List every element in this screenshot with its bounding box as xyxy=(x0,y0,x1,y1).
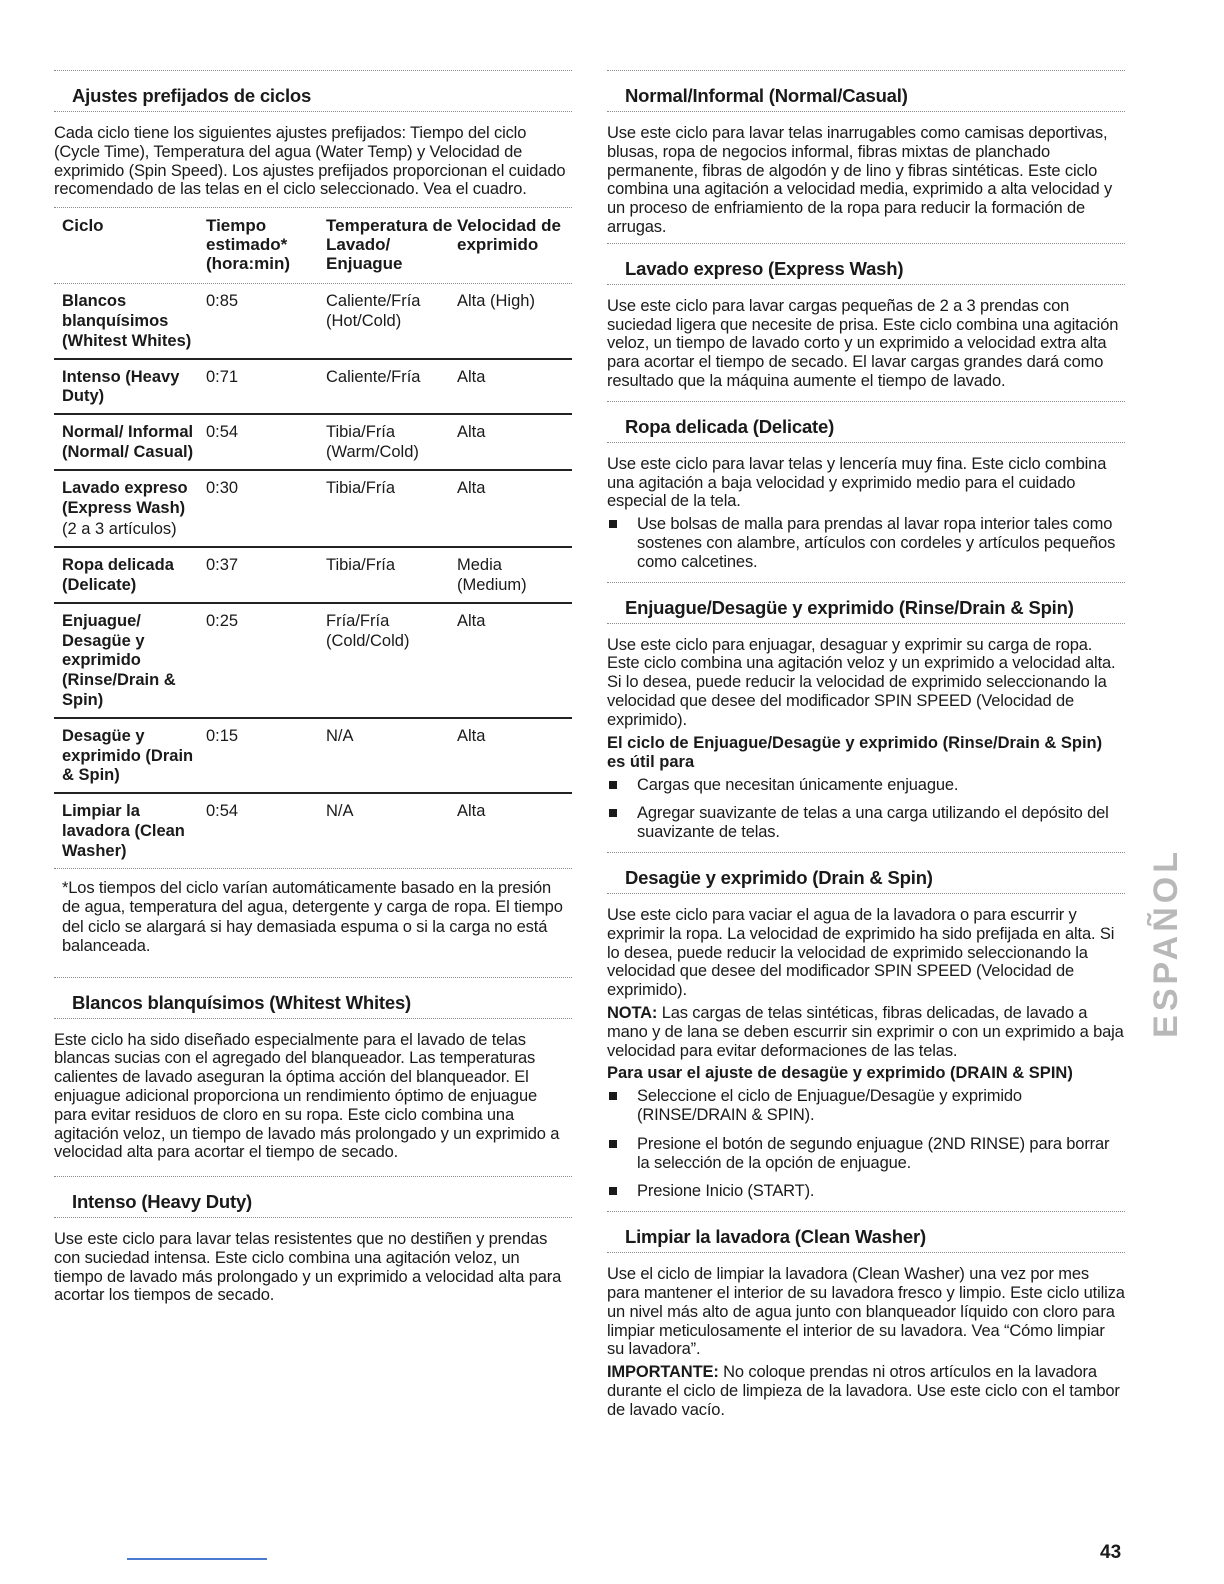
cell-time: 0:25 xyxy=(206,611,239,630)
cell-time: 0:30 xyxy=(206,478,239,497)
table-row xyxy=(54,284,572,359)
rinse-bullets xyxy=(607,776,1125,842)
rinse-heading: Enjuague/Desagüe y exprimido (Rinse/Drain & Spin) xyxy=(607,582,1125,624)
table-row xyxy=(54,471,572,548)
list-item: Presione Inicio (START). xyxy=(607,1182,1125,1201)
cell-temp: Tibia/Fría (Warm/Cold) xyxy=(326,423,419,461)
list-item: Agregar suavizante de telas a una carga utilizando el depósito del suavizante de telas. xyxy=(607,804,1125,842)
table-row xyxy=(54,360,572,416)
cell-cycle: Ropa delicada (Delicate) xyxy=(62,556,174,594)
express-heading: Lavado expreso (Express Wash) xyxy=(607,243,1125,285)
drain-bullets xyxy=(607,1087,1125,1201)
cell-speed: Alta xyxy=(457,726,486,745)
clean-heading: Limpiar la lavadora (Clean Washer) xyxy=(607,1211,1125,1253)
delicate-heading: Ropa delicada (Delicate) xyxy=(607,401,1125,443)
important-label: IMPORTANTE: xyxy=(607,1363,719,1382)
cell-temp: Caliente/Fría (Hot/Cold) xyxy=(326,292,421,330)
drain-note xyxy=(607,1004,1125,1060)
cell-cycle-note: (2 a 3 artículos) xyxy=(62,520,177,539)
presets-intro: Cada ciclo tiene los siguientes ajustes prefijados: Tiempo del ciclo (Cycle Time), Temperatura del agua (Water Temp) y Velocidad de exprimido (Spin Speed). Los ajustes prefijados proporcionan el cuidado recomendado de las telas en el ciclo seleccionado. Vea el cuadro. xyxy=(54,124,566,199)
presets-heading: Ajustes prefijados de ciclos xyxy=(54,70,572,112)
cell-cycle: Lavado expreso (Express Wash) (2 a 3 artículos) xyxy=(54,479,206,540)
cell-time: 0:54 xyxy=(206,802,239,821)
normal-body: Use este ciclo para lavar telas inarrugables como camisas deportivas, blusas, ropa de negocios informal, fibras mixtas de planchado permanente, fibras de algodón y de lino y fibras sintéticas. Este ciclo combina una agitación a velocidad media, exprimido a alta velocidad y un proceso de enfriamiento de la ropa para reducir la formación de arrugas. xyxy=(607,124,1113,236)
table-row xyxy=(54,548,572,604)
cell-speed: Media (Medium) xyxy=(457,556,527,594)
list-item: Use bolsas de malla para prendas al lavar ropa interior tales como sostenes con alambre, artículos con cordeles y artículos pequeños como calcetines. xyxy=(607,515,1125,571)
table-row xyxy=(54,719,572,794)
rinse-subheading: El ciclo de Enjuague/Desagüe y exprimido (Rinse/Drain & Spin) es útil para xyxy=(607,733,1103,771)
cell-temp: Fría/Fría (Cold/Cold) xyxy=(326,611,410,650)
note-label: NOTA: xyxy=(607,1003,658,1022)
cell-speed: Alta xyxy=(457,611,486,630)
cell-temp: N/A xyxy=(326,802,354,821)
table-row xyxy=(54,415,572,471)
cell-cycle: Limpiar la lavadora (Clean Washer) xyxy=(62,802,185,860)
rinse-body: Use este ciclo para enjuagar, desaguar y exprimir su carga de ropa. Este ciclo combina una agitación veloz y un exprimido a velocidad alta. Si lo desea, puede reducir la velocidad de exprimido seleccionando la velocidad que desee del modificador SPIN SPEED (Velocidad de exprimido). xyxy=(607,635,1116,729)
cell-time: 0:54 xyxy=(206,423,239,442)
drain-body: Use este ciclo para vaciar el agua de la lavadora o para escurrir y exprimir la ropa. La velocidad de exprimido ha sido prefijada en alta. Si lo desea, puede reducir la velocidad de exprimido seleccionando la velocidad que desee del modificador SPIN SPEED (Velocidad de exprimido). xyxy=(607,905,1115,1000)
drain-subheading: Para usar el ajuste de desagüe y exprimido (DRAIN & SPIN) xyxy=(607,1064,1073,1083)
cell-cycle: Blancos blanquísimos (Whitest Whites) xyxy=(62,292,192,350)
drain-heading: Desagüe y exprimido (Drain & Spin) xyxy=(607,852,1125,894)
table-footnote: *Los tiempos del ciclo varían automáticamente basado en la presión de agua, temperatura del agua, detergente y carga de ropa. El tiempo del ciclo se alargará si hay demasiada espuma o si la carga no está balanceada. xyxy=(62,878,563,956)
list-item: Presione el botón de segundo enjuague (2ND RINSE) para borrar la selección de la opción de enjuague. xyxy=(607,1135,1125,1173)
header-cycle: Ciclo xyxy=(62,216,104,236)
cell-cycle: Normal/ Informal (Normal/ Casual) xyxy=(62,423,194,461)
express-body: Use este ciclo para lavar cargas pequeñas de 2 a 3 prendas con suciedad ligera que necesite de prisa. Este ciclo combina una agitación veloz, un tiempo de lavado corto y un exprimido a velocidad extra alta para acortar el tiempo de secado. El lavar cargas grandes dará como resultado que la máquina aumente el tiempo de lavado. xyxy=(607,296,1119,390)
clean-body: Use el ciclo de limpiar la lavadora (Clean Washer) una vez por mes para mantener el interior de su lavadora fresco y limpio. Este ciclo utiliza un nivel más alto de agua junto con blanqueador líquido con cloro para limpiar meticulosamente el interior de su lavadora. Vea “Cómo limpiar su lavadora”. xyxy=(607,1265,1125,1359)
cell-time: 0:37 xyxy=(206,556,239,575)
table-header-row xyxy=(54,208,572,284)
footer-rule xyxy=(127,1558,267,1560)
left-column xyxy=(54,70,572,1309)
table-row xyxy=(54,604,572,719)
right-column xyxy=(607,70,1125,1424)
cell-speed: Alta xyxy=(457,802,486,821)
header-temp: Temperatura de Lavado/ Enjuague xyxy=(326,216,453,274)
list-item: Seleccione el ciclo de Enjuague/Desagüe y exprimido (RINSE/DRAIN & SPIN). xyxy=(607,1087,1125,1125)
important-text: No coloque prendas ni otros artículos en la lavadora durante el ciclo de limpieza de la lavadora. Use este ciclo con el tambor de lavado vacío. xyxy=(607,1363,1120,1419)
page-number: 43 xyxy=(1100,1542,1122,1563)
table-row xyxy=(54,794,572,868)
cell-temp: N/A xyxy=(326,726,354,745)
delicate-bullets xyxy=(607,515,1125,571)
whitest-heading: Blancos blanquísimos (Whitest Whites) xyxy=(54,977,572,1019)
delicate-body: Use este ciclo para lavar telas y lencería muy fina. Este ciclo combina una agitación a baja velocidad y exprimido medio para el cuidado especial de la tela. xyxy=(607,454,1107,511)
cell-speed: Alta xyxy=(457,423,486,442)
cell-cycle: Enjuague/ Desagüe y exprimido (Rinse/Drain & Spin) xyxy=(62,611,176,709)
cell-cycle: Intenso (Heavy Duty) xyxy=(62,367,180,406)
header-time: Tiempo estimado* (hora:min) xyxy=(206,216,291,274)
cell-time: 0:85 xyxy=(206,292,239,311)
cell-speed: Alta (High) xyxy=(457,292,535,311)
cell-temp: Tibia/Fría xyxy=(326,478,396,497)
cell-cycle: Desagüe y exprimido (Drain & Spin) xyxy=(62,726,194,785)
cell-time: 0:15 xyxy=(206,726,239,745)
clean-important xyxy=(607,1363,1125,1419)
cycle-presets-table xyxy=(54,207,572,868)
cell-temp: Tibia/Fría xyxy=(326,556,396,575)
side-tab-label: ESPAÑOL xyxy=(1146,847,1185,1038)
cell-temp: Caliente/Fría xyxy=(326,367,421,386)
spacer xyxy=(54,957,572,977)
cell-time: 0:71 xyxy=(206,367,239,386)
list-item: Cargas que necesitan únicamente enjuague. xyxy=(607,776,1125,795)
normal-heading: Normal/Informal (Normal/Casual) xyxy=(607,70,1125,112)
heavy-body: Use este ciclo para lavar telas resistentes que no destiñen y prendas con suciedad intensa. Este ciclo combina una agitación veloz, un tiempo de lavado más prolongado y un exprimido a velocidad alta para acortar los tiempos de secado. xyxy=(54,1230,562,1305)
cell-speed: Alta xyxy=(457,367,486,386)
header-speed: Velocidad de exprimido xyxy=(457,216,561,255)
whitest-body: Este ciclo ha sido diseñado especialmente para el lavado de telas blancas sucias con el agregado del blanqueador. Las temperaturas calientes de lavado aseguran la óptima acción del blanqueador. El enjuague adicional proporciona un rendimiento óptimo de enjuague para evitar residuos de cloro en su ropa. Este ciclo combina una agitación veloz, un tiempo de lavado más prolongado y un exprimido a velocidad alta para acortar el tiempo de secado. xyxy=(54,1030,560,1162)
note-text: Las cargas de telas sintéticas, fibras delicadas, de lavado a mano y de lana se deben escurrir sin exprimir o con un exprimido a baja velocidad para evitar deformaciones de las telas. xyxy=(607,1003,1124,1060)
cell-speed: Alta xyxy=(457,478,486,497)
language-side-tab xyxy=(1146,820,1185,1065)
heavy-heading: Intenso (Heavy Duty) xyxy=(54,1176,572,1218)
